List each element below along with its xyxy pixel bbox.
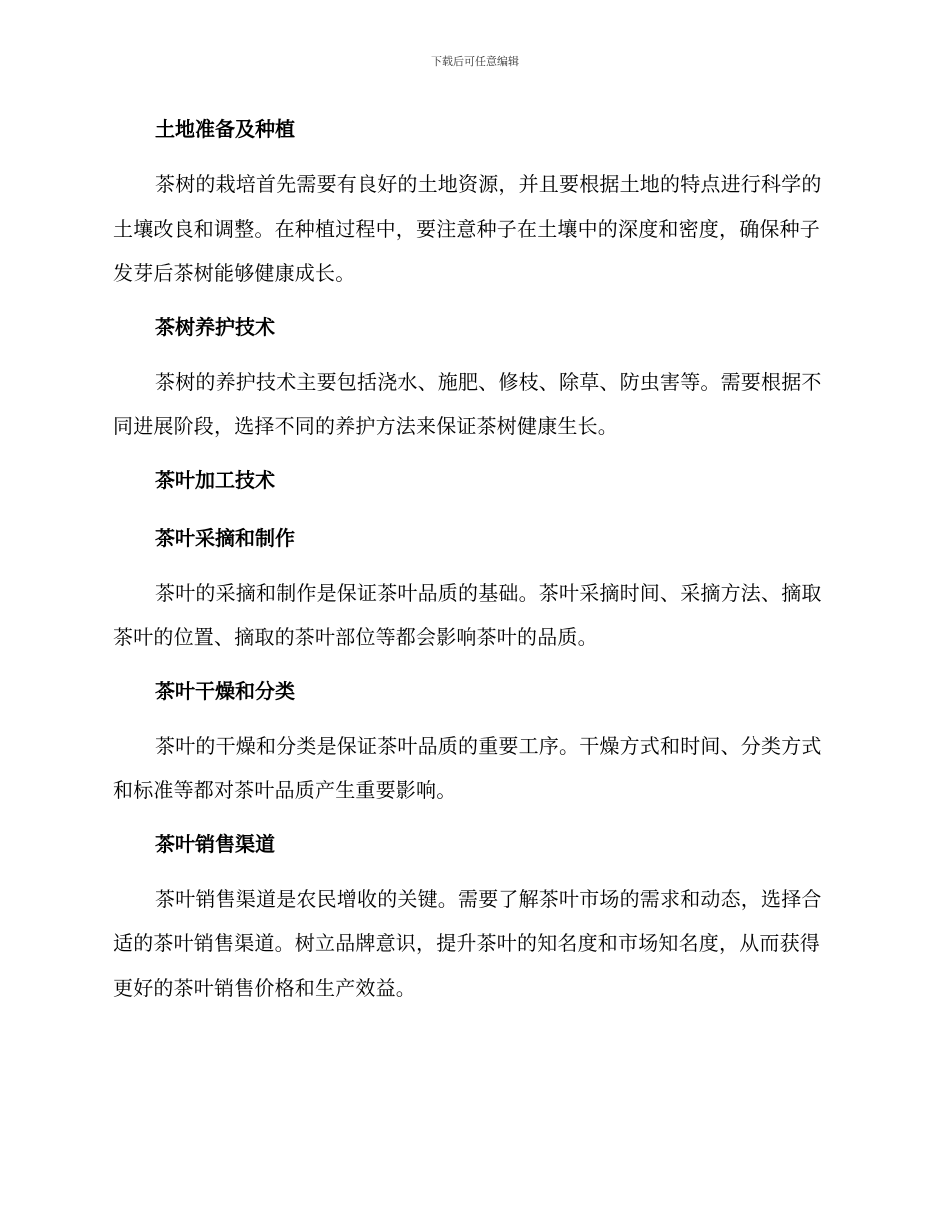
section-heading: 茶叶采摘和制作: [155, 525, 295, 550]
section-heading: 茶叶销售渠道: [155, 831, 275, 856]
section-paragraph: 茶叶销售渠道是农民增收的关键。需要了解茶叶市场的需求和动态，选择合适的茶叶销售渠道。树立品牌意识，提升茶叶的知名度和市场知名度，从而获得更好的茶叶销售价格和生产效益。: [113, 886, 822, 1000]
section-heading: 茶树养护技术: [155, 314, 275, 339]
section-heading: 茶叶加工技术: [155, 467, 275, 492]
section-heading: 土地准备及种植: [155, 117, 295, 141]
page-header: 下载后可任意编辑: [431, 55, 519, 68]
section-paragraph: 茶叶的采摘和制作是保证茶叶品质的基础。茶叶采摘时间、采摘方法、摘取茶叶的位置、摘取的茶叶部位等都会影响茶叶的品质。: [113, 580, 822, 649]
document-body: [113, 110, 833, 1010]
section-heading: 茶叶干燥和分类: [155, 678, 295, 703]
section-paragraph: 茶叶的干燥和分类是保证茶叶品质的重要工序。干燥方式和时间、分类方式和标准等都对茶叶品质产生重要影响。: [113, 733, 822, 802]
section-paragraph: 茶树的养护技术主要包括浇水、施肥、修枝、除草、防虫害等。需要根据不同进展阶段，选择不同的养护方法来保证茶树健康生长。: [113, 369, 822, 438]
section-paragraph: 茶树的栽培首先需要有良好的土地资源，并且要根据土地的特点进行科学的土壤改良和调整。在种植过程中，要注意种子在土壤中的深度和密度，确保种子发芽后茶树能够健康成长。: [113, 172, 822, 285]
